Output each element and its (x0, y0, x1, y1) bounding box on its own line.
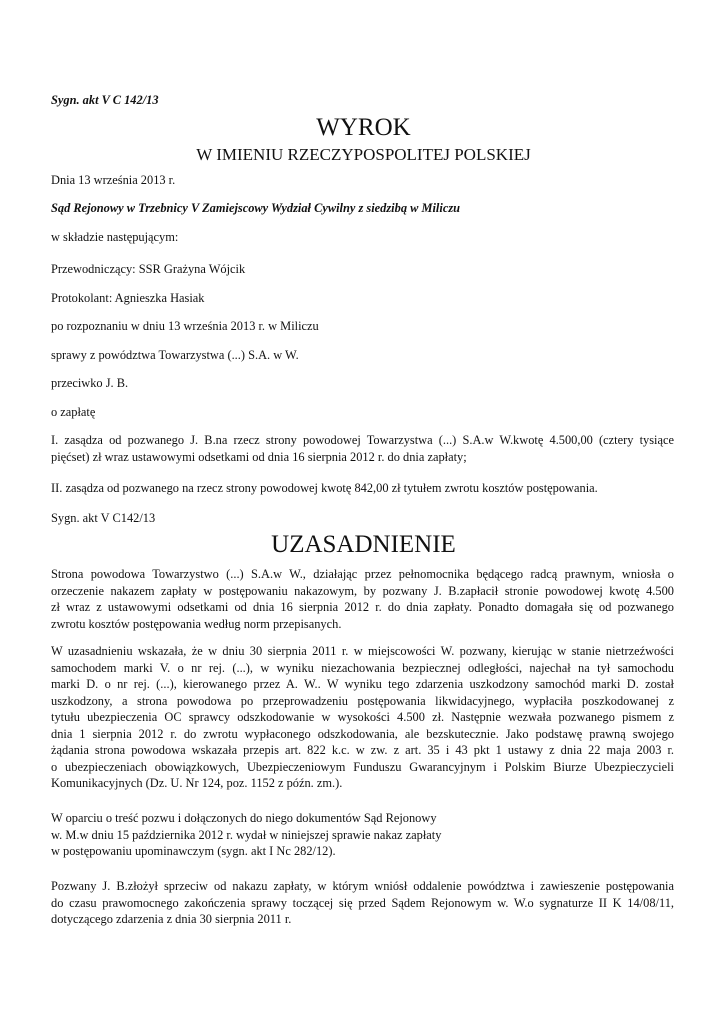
paragraph-line: zł wraz z ustawowymi odsetkami od dnia 16 sierpnia 2012 r. do dnia zapłaty. Ponadto domagała się od pozwanego (51, 600, 674, 614)
paragraph-line: dnia 1 sierpnia 2012 r. do zwrotu wypłaconego odszkodowania, ale bezskutecznie. Jako podstawę prawną swojego (51, 726, 674, 741)
paragraph-line: uszkodzony, a strona powodowa po przeprowadzeniu postępowania likwidacyjnego, wypłaciła poszkodowanej z (51, 693, 674, 708)
case-number: Sygn. akt V C 142/13 (51, 93, 159, 107)
paragraph-line: w postępowaniu upominawczym (sygn. akt I Nc 282/12). (51, 844, 336, 858)
paragraph-line: dotyczącego zdarzenia z dnia 30 sierpnia 2011 r. (51, 912, 292, 926)
subject-line: o zapłatę (51, 405, 96, 419)
judgment-date: Dnia 13 września 2013 r. (51, 173, 176, 187)
paragraph-line: samochodem marki V. o nr rej. (...), w wyniku niezachowania bezpiecznej odległości, najechał na tył samochodu (51, 660, 674, 675)
paragraph-line: marki D. o nr rej. (...), kierowanego przez A. W.. W wyniku tego zdarzenia uszkodzony samochód marki D. został (51, 677, 674, 691)
ruling-point-1-line: pięćset) zł wraz ustawowymi odsetkami od dnia 16 sierpnia 2012 r. do dnia zapłaty; (51, 449, 467, 464)
case-line: sprawy z powództwa Towarzystwa (...) S.A. w W. (51, 348, 299, 362)
paragraph-line: W uzasadnieniu wskazała, że w dniu 30 sierpnia 2011 r. w miejscowości W. pozwany, kierując w stanie nietrzeźwości (51, 644, 674, 658)
clerk-line: Protokolant: Agnieszka Hasiak (51, 291, 205, 305)
justification-paragraph-4 (51, 878, 674, 928)
paragraph-line: W oparciu o treść pozwu i dołączonych do niego dokumentów Sąd Rejonowy (51, 811, 437, 825)
composition-label: w składzie następującym: (51, 230, 179, 244)
court-name: Sąd Rejonowy w Trzebnicy V Zamiejscowy Wydział Cywilny z siedzibą w Miliczu (51, 201, 461, 215)
hearing-line: po rozpoznaniu w dniu 13 września 2013 r. w Miliczu (51, 319, 319, 333)
ruling-point-2: II. zasądza od pozwanego na rzecz strony powodowej kwotę 842,00 zł tytułem zwrotu kosztów postępowania. (51, 481, 598, 495)
paragraph-line: o ubezpieczeniach obowiązkowych, Ubezpieczeniowym Funduszu Gwarancyjnym i Polskim Biurze Ubezpieczycieli (51, 759, 674, 774)
document-subtitle: W IMIENIU RZECZYPOSPOLITEJ POLSKIEJ (196, 145, 531, 164)
against-line: przeciwko J. B. (51, 376, 129, 390)
paragraph-line: w. M.w dniu 15 października 2012 r. wydał w niniejszej sprawie nakaz zapłaty (51, 827, 442, 842)
justification-paragraph-1 (51, 566, 674, 632)
ruling-point-1 (51, 432, 674, 465)
justification-paragraph-3 (51, 810, 674, 860)
paragraph-line: do czasu prawomocnego zakończenia sprawy toczącej się przed Sądem Rejonowym w. W.o sygnaturze II K 14/08/11, (51, 895, 674, 910)
paragraph-line: tytułu ubezpieczenia OC sprawcy odszkodowanie w wysokości 4.500 zł. Następnie wezwała pozwanego pismem z (51, 710, 674, 724)
document-title: WYROK (316, 114, 411, 141)
paragraph-line: zwrotu kosztów postępowania według norm przepisanych. (51, 616, 342, 631)
paragraph-line: Pozwany J. B.złożył sprzeciw od nakazu zapłaty, w którym wniósł oddalenie powództwa i zawieszenie postępowania (51, 879, 674, 893)
justification-heading: UZASADNIENIE (271, 531, 456, 558)
chair-line: Przewodniczący: SSR Grażyna Wójcik (51, 262, 246, 276)
justification-paragraph-2 (51, 643, 674, 792)
paragraph-line: Strona powodowa Towarzystwo (...) S.A.w W., działając przez pełnomocnika będącego radcą prawnym, wniosła o (51, 567, 674, 581)
paragraph-line: żądania strona powodowa wskazała przepis art. 822 k.c. w zw. z art. 35 i 43 pkt 1 ustawy z dnia 22 maja 2003 r. (51, 743, 674, 757)
paragraph-line: Komunikacyjnych (Dz. U. Nr 124, poz. 1152 z późn. zm.). (51, 776, 343, 790)
ruling-point-1-line: I. zasądza od pozwanego J. B.na rzecz strony powodowej Towarzystwa (...) S.A.w W.kwotę 4.500,00 (cztery tysiące (51, 433, 674, 447)
paragraph-line: orzeczenie nakazem zapłaty w postępowaniu nakazowym, by pozwany J. B.zapłacił stronie powodowej kwotę 4.500 (51, 583, 674, 598)
justification-case-number: Sygn. akt V C142/13 (51, 511, 156, 525)
